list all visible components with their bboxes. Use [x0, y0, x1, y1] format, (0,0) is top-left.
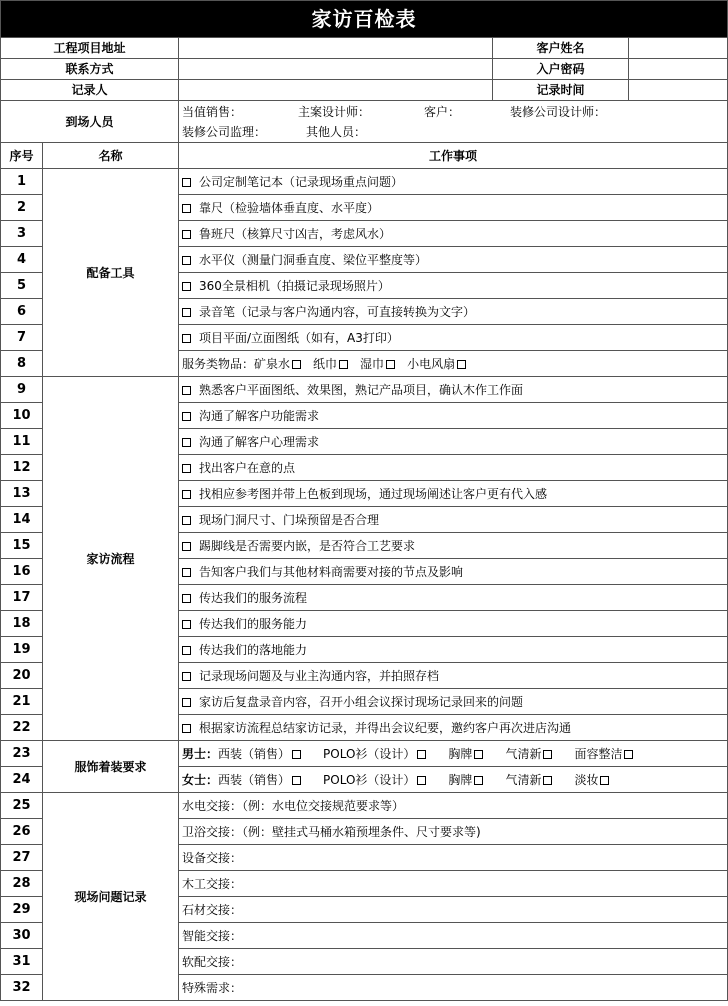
- task-cell[interactable]: [179, 247, 728, 273]
- checkbox-icon[interactable]: [600, 776, 609, 785]
- item-label: 纸巾: [313, 356, 338, 371]
- task-text: 熟悉客户平面图纸、效果图，熟记产品项目，确认木作工作面: [199, 382, 524, 397]
- record-time-label: 记录时间: [493, 80, 629, 101]
- record-time-field[interactable]: [629, 80, 728, 101]
- contact-field[interactable]: [179, 59, 493, 80]
- checkbox-icon[interactable]: [182, 334, 191, 343]
- task-text: 智能交接：: [182, 928, 243, 943]
- item-label: 胸牌: [448, 746, 473, 761]
- row-number: 13: [1, 481, 43, 507]
- checkbox-icon[interactable]: [474, 750, 483, 759]
- row-number: 9: [1, 377, 43, 403]
- task-cell[interactable]: [179, 819, 728, 845]
- attendees-field[interactable]: [179, 101, 728, 143]
- task-cell[interactable]: [179, 195, 728, 221]
- row-number: 2: [1, 195, 43, 221]
- checkbox-icon[interactable]: [624, 750, 633, 759]
- attendee-customer: 客户：: [424, 105, 461, 119]
- row-number: 3: [1, 221, 43, 247]
- contact-label: 联系方式: [1, 59, 179, 80]
- column-header-task: 工作事项: [179, 143, 728, 169]
- checkbox-icon[interactable]: [182, 568, 191, 577]
- row-number: 28: [1, 871, 43, 897]
- task-text: 沟通了解客户心理需求: [199, 434, 320, 449]
- task-cell[interactable]: [179, 585, 728, 611]
- checkbox-icon[interactable]: [182, 594, 191, 603]
- group-tools: 配备工具: [43, 169, 179, 377]
- task-cell[interactable]: [179, 221, 728, 247]
- recorder-field[interactable]: [179, 80, 493, 101]
- task-text: 现场门洞尺寸、门垛预留是否合理: [199, 512, 380, 527]
- item-label: 气清新: [505, 772, 542, 787]
- group-dress: 服饰着装要求: [43, 741, 179, 793]
- row-number: 10: [1, 403, 43, 429]
- checkbox-icon[interactable]: [182, 698, 191, 707]
- item-label: 小电风扇: [407, 356, 456, 371]
- row-number: 14: [1, 507, 43, 533]
- row-number: 31: [1, 949, 43, 975]
- task-text: 找相应参考图并带上色板到现场，通过现场阐述让客户更有代入感: [199, 486, 548, 501]
- row-number: 22: [1, 715, 43, 741]
- task-text: 水电交接：（例：水电位交接规范要求等）: [182, 798, 405, 813]
- task-text: 找出客户在意的点: [199, 460, 296, 475]
- checkbox-icon[interactable]: [182, 412, 191, 421]
- item-label: 矿泉水: [254, 356, 291, 371]
- task-text: 石材交接：: [182, 902, 243, 917]
- item-label: 胸牌: [448, 772, 473, 787]
- column-header-no: 序号: [1, 143, 43, 169]
- checkbox-icon[interactable]: [182, 646, 191, 655]
- task-text: 根据家访流程总结家访记录，并得出会议纪要，邀约客户再次进店沟通: [199, 720, 572, 735]
- checkbox-icon[interactable]: [182, 516, 191, 525]
- row-number: 12: [1, 455, 43, 481]
- checkbox-icon[interactable]: [182, 282, 191, 291]
- row-number: 15: [1, 533, 43, 559]
- checkbox-icon[interactable]: [182, 308, 191, 317]
- checkbox-icon[interactable]: [182, 672, 191, 681]
- task-cell[interactable]: [179, 611, 728, 637]
- checkbox-icon[interactable]: [182, 230, 191, 239]
- group-issues: 现场问题记录: [43, 793, 179, 1001]
- task-cell[interactable]: [179, 429, 728, 455]
- task-cell[interactable]: [179, 403, 728, 429]
- task-text: 家访后复盘录音内容，召开小组会议探讨现场记录回来的问题: [199, 694, 524, 709]
- checkbox-icon[interactable]: [474, 776, 483, 785]
- table-row: [1, 169, 728, 195]
- checkbox-icon[interactable]: [543, 750, 552, 759]
- task-text: 传达我们的落地能力: [199, 642, 308, 657]
- project-address-field[interactable]: [179, 38, 493, 59]
- checkbox-icon[interactable]: [292, 776, 301, 785]
- project-address-label: 工程项目地址: [1, 38, 179, 59]
- attendee-contractor-designer: 装修公司设计师：: [510, 105, 607, 119]
- checkbox-icon[interactable]: [182, 620, 191, 629]
- column-header-name: 名称: [43, 143, 179, 169]
- task-cell[interactable]: [179, 481, 728, 507]
- checkbox-icon[interactable]: [182, 438, 191, 447]
- row-number: 17: [1, 585, 43, 611]
- attendee-supervisor: 装修公司监理：: [182, 125, 267, 139]
- checkbox-icon[interactable]: [182, 490, 191, 499]
- task-text: 传达我们的服务流程: [199, 590, 308, 605]
- checkbox-icon[interactable]: [417, 776, 426, 785]
- row-number: 8: [1, 351, 43, 377]
- row-number: 18: [1, 611, 43, 637]
- task-cell[interactable]: [179, 325, 728, 351]
- customer-name-field[interactable]: [629, 38, 728, 59]
- row-number: 20: [1, 663, 43, 689]
- task-cell[interactable]: [179, 923, 728, 949]
- task-cell[interactable]: [179, 663, 728, 689]
- checkbox-icon[interactable]: [182, 542, 191, 551]
- task-text: 特殊需求：: [182, 980, 243, 995]
- row-number: 25: [1, 793, 43, 819]
- item-prefix: 服务类物品：: [182, 356, 255, 371]
- row-number: 1: [1, 169, 43, 195]
- page-title: 家访百检表: [1, 1, 728, 38]
- task-text: 项目平面/立面图纸（如有，A3打印）: [199, 330, 399, 345]
- task-text: 鲁班尺（核算尺寸凶吉，考虑风水）: [199, 226, 392, 241]
- row-number: 21: [1, 689, 43, 715]
- task-cell[interactable]: [179, 299, 728, 325]
- task-cell[interactable]: [179, 169, 728, 195]
- item-prefix: 女士：: [182, 772, 219, 787]
- checkbox-icon[interactable]: [292, 360, 301, 369]
- row-number: 24: [1, 767, 43, 793]
- row-number: 26: [1, 819, 43, 845]
- recorder-label: 记录人: [1, 80, 179, 101]
- task-cell[interactable]: [179, 507, 728, 533]
- checkbox-icon[interactable]: [182, 204, 191, 213]
- item-label: 西装（销售）: [218, 746, 291, 761]
- table-row: [1, 793, 728, 819]
- task-text: 踢脚线是否需要内嵌，是否符合工艺要求: [199, 538, 416, 553]
- item-label: POLO衫（设计）: [323, 746, 416, 761]
- item-prefix: 男士：: [182, 746, 219, 761]
- attendee-lead-designer: 主案设计师：: [298, 105, 371, 119]
- row-number: 7: [1, 325, 43, 351]
- task-cell[interactable]: [179, 351, 728, 377]
- task-text: 告知客户我们与其他材料商需要对接的节点及影响: [199, 564, 464, 579]
- item-label: 淡妆: [574, 772, 599, 787]
- task-cell[interactable]: [179, 689, 728, 715]
- row-number: 27: [1, 845, 43, 871]
- task-text: 传达我们的服务能力: [199, 616, 308, 631]
- task-text: 卫浴交接：（例：壁挂式马桶水箱预埋条件、尺寸要求等): [182, 824, 481, 839]
- checkbox-icon[interactable]: [182, 464, 191, 473]
- task-text: 软配交接：: [182, 954, 243, 969]
- task-cell[interactable]: [179, 637, 728, 663]
- row-number: 30: [1, 923, 43, 949]
- checkbox-icon[interactable]: [292, 750, 301, 759]
- checkbox-icon[interactable]: [386, 360, 395, 369]
- task-cell[interactable]: [179, 741, 728, 767]
- row-number: 5: [1, 273, 43, 299]
- task-cell[interactable]: [179, 533, 728, 559]
- task-text: 靠尺（检验墙体垂直度、水平度）: [199, 200, 380, 215]
- item-label: 西装（销售）: [218, 772, 291, 787]
- task-cell[interactable]: [179, 455, 728, 481]
- task-text: 水平仪（测量门洞垂直度、梁位平整度等）: [199, 252, 428, 267]
- table-row: [1, 377, 728, 403]
- row-number: 4: [1, 247, 43, 273]
- task-text: 公司定制笔记本（记录现场重点问题）: [199, 174, 404, 189]
- row-number: 11: [1, 429, 43, 455]
- task-cell[interactable]: [179, 767, 728, 793]
- task-text: 360全景相机（拍摄记录现场照片）: [199, 278, 390, 293]
- task-cell[interactable]: [179, 975, 728, 1001]
- row-number: 23: [1, 741, 43, 767]
- item-label: 湿巾: [360, 356, 385, 371]
- task-cell[interactable]: [179, 845, 728, 871]
- task-text: 沟通了解客户功能需求: [199, 408, 320, 423]
- task-text: 录音笔（记录与客户沟通内容，可直接转换为文字）: [199, 304, 476, 319]
- task-text: 木工交接：: [182, 876, 243, 891]
- attendees-label: 到场人员: [1, 101, 179, 143]
- row-number: 29: [1, 897, 43, 923]
- checkbox-icon[interactable]: [457, 360, 466, 369]
- customer-name-label: 客户姓名: [493, 38, 629, 59]
- task-cell[interactable]: [179, 715, 728, 741]
- checkbox-icon[interactable]: [417, 750, 426, 759]
- row-number: 19: [1, 637, 43, 663]
- item-label: 面容整洁: [574, 746, 623, 761]
- task-cell[interactable]: [179, 871, 728, 897]
- task-cell[interactable]: [179, 793, 728, 819]
- checkbox-icon[interactable]: [182, 386, 191, 395]
- row-number: 6: [1, 299, 43, 325]
- checkbox-icon[interactable]: [182, 178, 191, 187]
- entry-password-field[interactable]: [629, 59, 728, 80]
- group-process: 家访流程: [43, 377, 179, 741]
- task-cell[interactable]: [179, 897, 728, 923]
- task-text: 记录现场问题及与业主沟通内容，并拍照存档: [199, 668, 440, 683]
- attendees-line-1: [182, 102, 727, 122]
- attendees-line-2: [182, 122, 727, 142]
- task-cell[interactable]: [179, 559, 728, 585]
- checkbox-icon[interactable]: [182, 724, 191, 733]
- checkbox-icon[interactable]: [182, 256, 191, 265]
- item-label: POLO衫（设计）: [323, 772, 416, 787]
- attendee-others: 其他人员：: [306, 125, 367, 139]
- attendee-sales: 当值销售：: [182, 105, 243, 119]
- entry-password-label: 入户密码: [493, 59, 629, 80]
- item-label: 气清新: [505, 746, 542, 761]
- checkbox-icon[interactable]: [543, 776, 552, 785]
- task-cell[interactable]: [179, 273, 728, 299]
- task-cell[interactable]: [179, 377, 728, 403]
- row-number: 32: [1, 975, 43, 1001]
- table-row: [1, 741, 728, 767]
- row-number: 16: [1, 559, 43, 585]
- checkbox-icon[interactable]: [339, 360, 348, 369]
- task-cell[interactable]: [179, 949, 728, 975]
- task-text: 设备交接：: [182, 850, 243, 865]
